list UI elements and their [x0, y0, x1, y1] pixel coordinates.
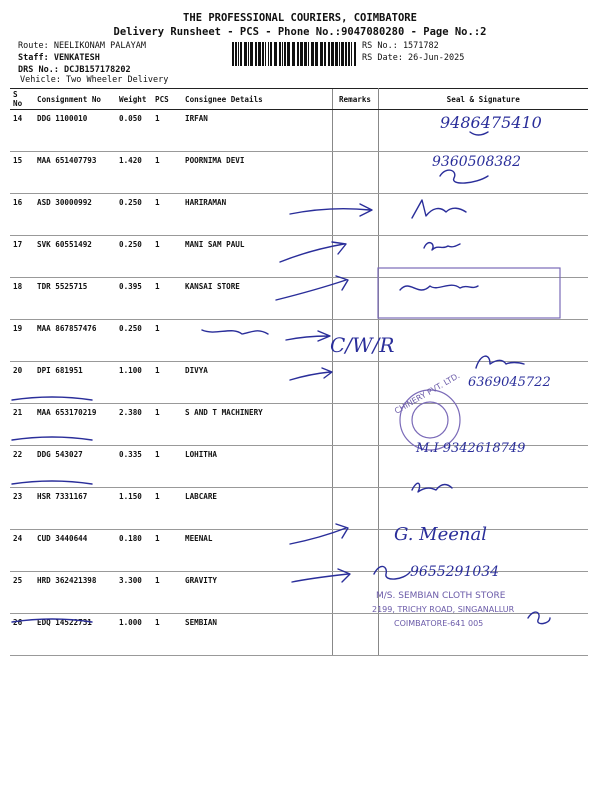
runsheet-table	[10, 88, 588, 656]
cell-consignment: MAA 867857476	[34, 320, 116, 362]
rs-number: RS No.: 1571782	[362, 41, 439, 51]
table-row	[10, 614, 588, 656]
sembian-stamp-line3: COIMBATORE-641 005	[394, 619, 484, 628]
cell-remarks	[332, 236, 378, 278]
cell-remarks	[332, 110, 378, 152]
cell-pcs: 1	[152, 362, 182, 404]
barcode-bar	[324, 42, 326, 66]
cell-sno: 20	[10, 362, 34, 404]
barcode-bar	[341, 42, 344, 66]
route-label: Route: NEELIKONAM PALAYAM	[18, 41, 146, 51]
cell-consignee: KANSAI STORE	[182, 278, 332, 320]
cell-consignee: POORNIMA DEVI	[182, 152, 332, 194]
cell-signature	[378, 320, 588, 362]
table-row	[10, 572, 588, 614]
cell-sno: 21	[10, 404, 34, 446]
handwritten-code-19: C/W/R	[330, 333, 395, 357]
staff-label: Staff: VENKATESH	[18, 53, 100, 63]
barcode-bar	[328, 42, 330, 66]
col-signature: Seal & Signature	[378, 89, 588, 110]
barcode	[232, 42, 356, 66]
cell-consignment: MAA 653170219	[34, 404, 116, 446]
cell-sno: 19	[10, 320, 34, 362]
cell-consignee: GRAVITY	[182, 572, 332, 614]
cell-consignment: CUD 3440644	[34, 530, 116, 572]
handwritten-name-24: G. Meenal	[394, 524, 487, 545]
cell-pcs: 1	[152, 152, 182, 194]
cell-weight: 1.100	[116, 362, 152, 404]
barcode-bar	[265, 42, 266, 66]
barcode-bar	[354, 42, 356, 66]
vehicle-label: Vehicle: Two Wheeler Delivery	[20, 75, 169, 85]
barcode-bar	[300, 42, 303, 66]
handwritten-phone-14: 9486475410	[440, 113, 542, 132]
cell-pcs: 1	[152, 572, 182, 614]
barcode-bar	[270, 42, 272, 66]
barcode-bar	[287, 42, 290, 66]
cell-weight: 1.000	[116, 614, 152, 656]
cell-consignee: MEENAL	[182, 530, 332, 572]
company-title: THE PROFESSIONAL COURIERS, COIMBATORE	[183, 12, 417, 24]
handwritten-phone-20: 6369045722	[468, 375, 551, 390]
cell-weight: 0.250	[116, 236, 152, 278]
table-row	[10, 362, 588, 404]
table-header-row	[10, 89, 588, 110]
table-row	[10, 446, 588, 488]
barcode-bar	[262, 42, 264, 66]
cell-weight: 0.180	[116, 530, 152, 572]
cell-consignment: DDG 543027	[34, 446, 116, 488]
cell-signature	[378, 488, 588, 530]
cell-signature	[378, 404, 588, 446]
cell-pcs: 1	[152, 530, 182, 572]
cell-pcs: 1	[152, 488, 182, 530]
barcode-bar	[335, 42, 338, 66]
cell-consignee: LOHITHA	[182, 446, 332, 488]
cell-pcs: 1	[152, 614, 182, 656]
cell-remarks	[332, 614, 378, 656]
table-row	[10, 488, 588, 530]
cell-sno: 15	[10, 152, 34, 194]
barcode-bar	[268, 42, 269, 66]
cell-sno: 18	[10, 278, 34, 320]
barcode-bar	[244, 42, 247, 66]
cell-weight: 1.420	[116, 152, 152, 194]
cell-pcs: 1	[152, 446, 182, 488]
cell-consignment: TDR 5525715	[34, 278, 116, 320]
cell-pcs: 1	[152, 194, 182, 236]
barcode-bar	[345, 42, 347, 66]
cell-sno: 24	[10, 530, 34, 572]
cell-remarks	[332, 152, 378, 194]
cell-sno: 17	[10, 236, 34, 278]
barcode-bar	[248, 42, 249, 66]
sembian-stamp-line2: 2199, TRICHY ROAD, SINGANALLUR	[372, 605, 515, 614]
barcode-bar	[282, 42, 283, 66]
table-row	[10, 320, 588, 362]
barcode-bar	[279, 42, 281, 66]
barcode-bar	[258, 42, 261, 66]
cell-consignee: LABCARE	[182, 488, 332, 530]
cell-consignment: HRD 362421398	[34, 572, 116, 614]
table-row	[10, 404, 588, 446]
cell-consignment: MAA 651407793	[34, 152, 116, 194]
cell-sno: 25	[10, 572, 34, 614]
cell-pcs: 1	[152, 320, 182, 362]
cell-signature	[378, 362, 588, 404]
table-row	[10, 236, 588, 278]
cell-remarks	[332, 446, 378, 488]
cell-remarks	[332, 278, 378, 320]
cell-signature	[378, 572, 588, 614]
cell-consignee: HARIRAMAN	[182, 194, 332, 236]
cell-consignment: DDG 1100010	[34, 110, 116, 152]
cell-sno: 26	[10, 614, 34, 656]
cell-signature	[378, 446, 588, 488]
table-row	[10, 278, 588, 320]
cell-weight: 0.250	[116, 320, 152, 362]
col-consignee: Consignee Details	[182, 89, 332, 110]
table-row	[10, 152, 588, 194]
barcode-bar	[351, 42, 352, 66]
handwritten-phone-22: M.I 9342618749	[416, 441, 526, 456]
cell-sno: 16	[10, 194, 34, 236]
sembian-stamp-line1: M/S. SEMBIAN CLOTH STORE	[376, 591, 506, 601]
cell-sno: 22	[10, 446, 34, 488]
cell-pcs: 1	[152, 278, 182, 320]
table-row	[10, 194, 588, 236]
barcode-bar	[331, 42, 334, 66]
cell-signature	[378, 278, 588, 320]
barcode-bar	[311, 42, 314, 66]
barcode-bar	[284, 42, 286, 66]
cell-remarks	[332, 404, 378, 446]
barcode-bar	[255, 42, 257, 66]
cell-consignee: MANI SAM PAUL	[182, 236, 332, 278]
table-row	[10, 530, 588, 572]
runsheet-subtitle: Delivery Runsheet - PCS - Phone No.:9047080280 - Page No.:2	[113, 26, 487, 38]
barcode-bar	[238, 42, 239, 66]
cell-remarks	[332, 194, 378, 236]
barcode-bar	[232, 42, 234, 66]
cell-consignee: S AND T MACHINERY	[182, 404, 332, 446]
barcode-bar	[292, 42, 295, 66]
rs-date: RS Date: 26-Jun-2025	[362, 53, 465, 63]
cell-remarks	[332, 572, 378, 614]
barcode-bar	[308, 42, 309, 66]
col-remarks: Remarks	[332, 89, 378, 110]
cell-remarks	[332, 320, 378, 362]
cell-weight: 0.395	[116, 278, 152, 320]
cell-consignment: DPI 681951	[34, 362, 116, 404]
cell-consignment: EDQ 14522731	[34, 614, 116, 656]
barcode-bar	[297, 42, 299, 66]
barcode-bar	[348, 42, 350, 66]
cell-pcs: 1	[152, 110, 182, 152]
cell-consignee: DIVYA	[182, 362, 332, 404]
barcode-bar	[240, 42, 242, 66]
barcode-bar	[339, 42, 340, 66]
cell-consignee: SEMBIAN	[182, 614, 332, 656]
barcode-bar	[315, 42, 318, 66]
cell-signature	[378, 194, 588, 236]
handwritten-phone-25: 9655291034	[410, 564, 500, 580]
cell-weight: 1.150	[116, 488, 152, 530]
cell-signature	[378, 236, 588, 278]
table-row	[10, 110, 588, 152]
cell-consignment: ASD 30000992	[34, 194, 116, 236]
cell-sno: 23	[10, 488, 34, 530]
drs-number: DRS No.: DCJB157178202	[18, 65, 131, 75]
machinery-seal-text: CHINERY PVT. LTD.	[392, 371, 462, 416]
cell-signature	[378, 152, 588, 194]
cell-signature	[378, 530, 588, 572]
cell-sno: 14	[10, 110, 34, 152]
cell-consignment: HSR 7331167	[34, 488, 116, 530]
col-pcs: PCS	[152, 89, 182, 110]
barcode-bar	[250, 42, 253, 66]
barcode-bar	[274, 42, 277, 66]
col-sno: S No	[10, 89, 34, 110]
col-consignment: Consignment No	[34, 89, 116, 110]
cell-weight: 0.050	[116, 110, 152, 152]
cell-pcs: 1	[152, 404, 182, 446]
cell-weight: 0.335	[116, 446, 152, 488]
cell-signature	[378, 110, 588, 152]
handwritten-phone-15: 9360508382	[432, 154, 522, 170]
cell-remarks	[332, 362, 378, 404]
barcode-bar	[235, 42, 237, 66]
cell-pcs: 1	[152, 236, 182, 278]
cell-consignee: IRFAN	[182, 110, 332, 152]
cell-signature	[378, 614, 588, 656]
cell-weight: 0.250	[116, 194, 152, 236]
cell-weight: 2.380	[116, 404, 152, 446]
cell-remarks	[332, 488, 378, 530]
cell-consignee	[182, 320, 332, 362]
barcode-bar	[304, 42, 307, 66]
cell-consignment: SVK 60551492	[34, 236, 116, 278]
cell-weight: 3.300	[116, 572, 152, 614]
col-weight: Weight	[116, 89, 152, 110]
cell-remarks	[332, 530, 378, 572]
barcode-bar	[320, 42, 323, 66]
